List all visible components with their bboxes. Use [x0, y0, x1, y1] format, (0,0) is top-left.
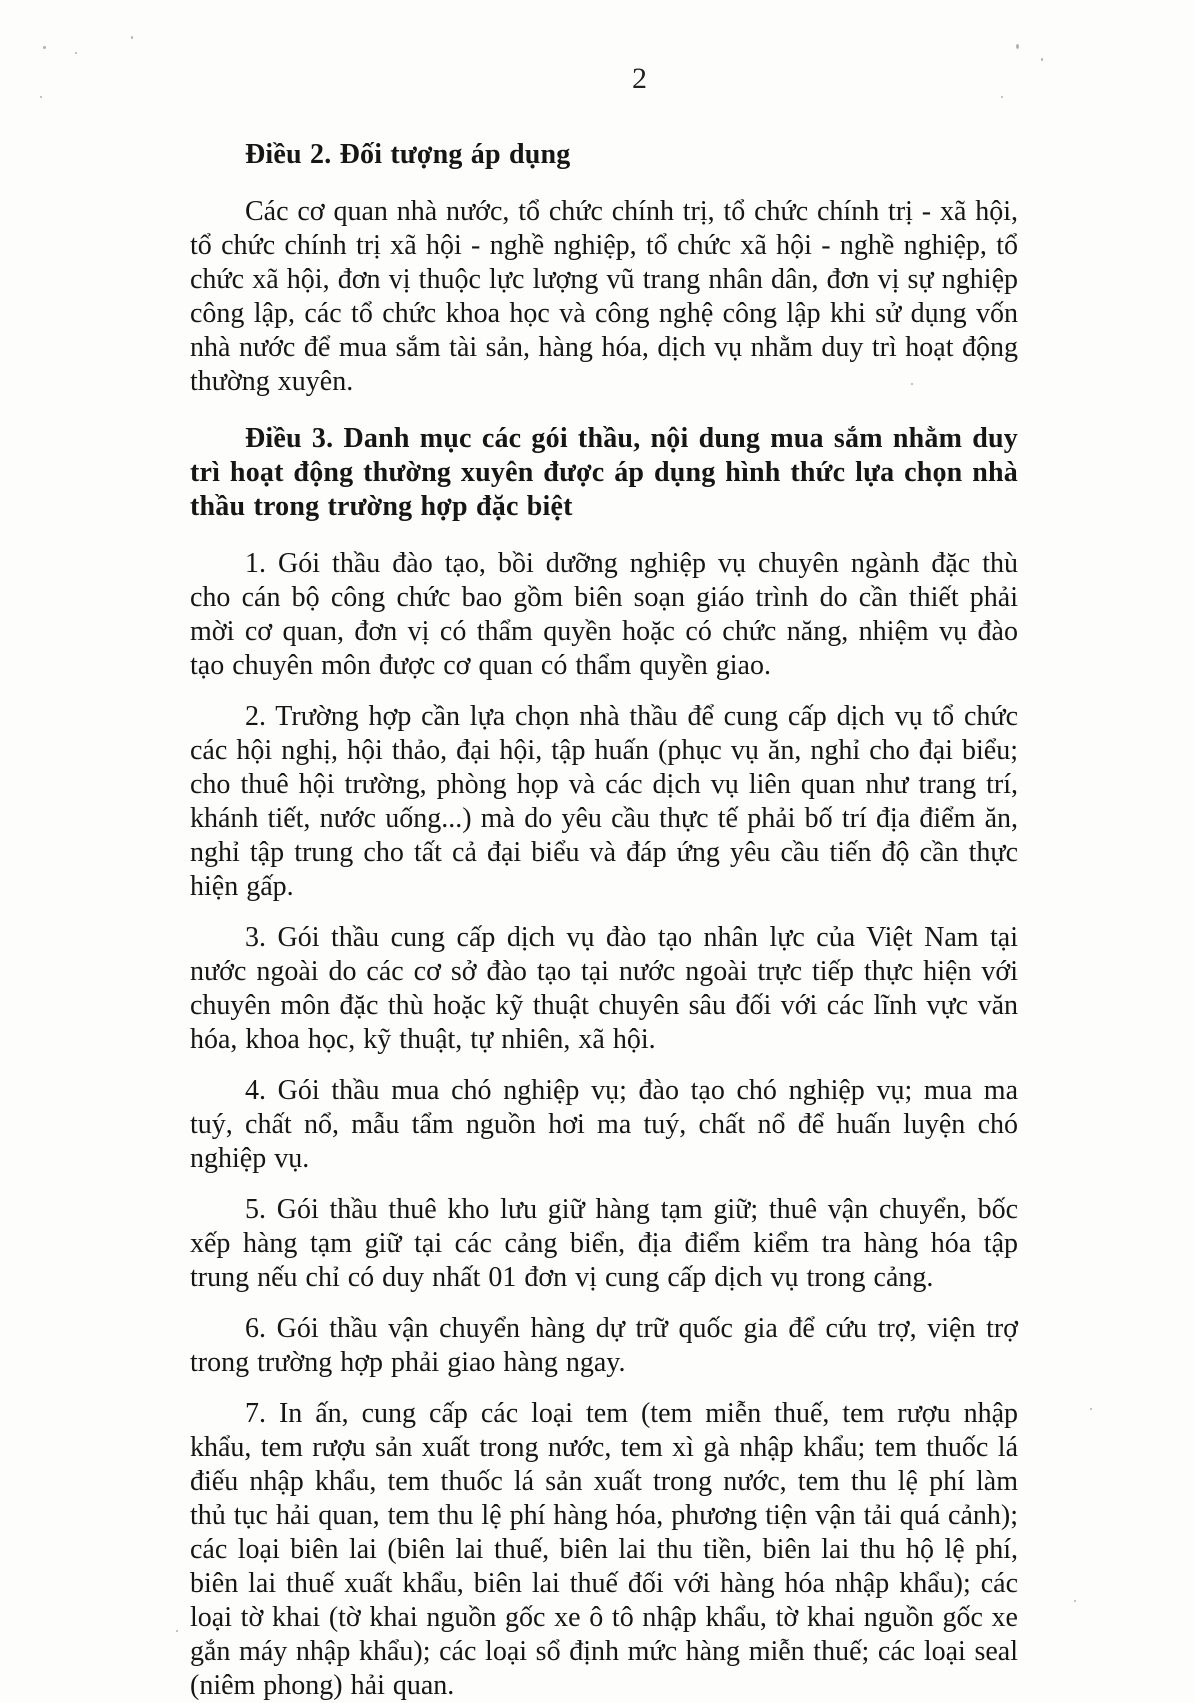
page-number: 2	[632, 62, 648, 95]
scan-speck	[911, 383, 913, 385]
article-3-item-4: 4. Gói thầu mua chó nghiệp vụ; đào tạo chó nghiệp vụ; mua ma tuý, chất nổ, mẫu tẩm nguồn hơi ma tuý, chất nổ để huấn luyện chó nghiệp vụ.	[190, 1075, 1018, 1174]
scan-speck	[131, 36, 133, 39]
scan-speck	[40, 96, 42, 98]
scan-speck	[43, 46, 46, 49]
scan-speck	[1074, 1600, 1076, 1602]
article-3-item-3: 3. Gói thầu cung cấp dịch vụ đào tạo nhân lực của Việt Nam tại nước ngoài do các cơ sở đào tạo tại nước ngoài trực tiếp thực hiện với chuyên môn đặc thù hoặc kỹ thuật chuyên sâu đối với các lĩnh vực văn hóa, khoa học, kỹ thuật, tự nhiên, xã hội.	[190, 922, 1018, 1055]
article-3-item-7: 7. In ấn, cung cấp các loại tem (tem miễn thuế, tem rượu nhập khẩu, tem rượu sản xuất trong nước, tem xì gà nhập khẩu; tem thuốc lá điếu nhập khẩu, tem thuốc lá sản xuất trong nước, tem thu lệ phí làm thủ tục hải quan, tem thu lệ phí hàng hóa, phương tiện vận tải quá cảnh); các loại biên lai (biên lai thuế, biên lai thu tiền, biên lai thu hộ lệ phí, biên lai thuế xuất khẩu, biên lai thuế đối với hàng hóa nhập khẩu); các loại tờ khai (tờ khai nguồn gốc xe ô tô nhập khẩu, tờ khai nguồn gốc xe gắn máy nhập khẩu); các loại sổ định mức hàng miễn thuế; các loại seal (niêm phong) hải quan.	[190, 1398, 1018, 1701]
article-2-paragraph: Các cơ quan nhà nước, tổ chức chính trị, tổ chức chính trị - xã hội, tổ chức chính trị xã hội - nghề nghiệp, tổ chức xã hội - nghề nghiệp, tổ chức xã hội, đơn vị thuộc lực lượng vũ trang nhân dân, đơn vị sự nghiệp công lập, các tổ chức khoa học và công nghệ công lập khi sử dụng vốn nhà nước để mua sắm tài sản, hàng hóa, dịch vụ nhằm duy trì hoạt động thường xuyên.	[190, 196, 1018, 397]
scan-speck	[176, 1630, 178, 1632]
scan-speck	[1041, 58, 1043, 61]
article-3-item-2: 2. Trường hợp cần lựa chọn nhà thầu để cung cấp dịch vụ tổ chức các hội nghị, hội thảo, đại hội, tập huấn (phục vụ ăn, nghỉ cho đại biểu; cho thuê hội trường, phòng họp và các dịch vụ liên quan như trang trí, khánh tiết, nước uống...) mà do yêu cầu thực tế phải bố trí địa điểm ăn, nghỉ tập trung cho tất cả đại biểu và đáp ứng yêu cầu tiến độ cần thực hiện gấp.	[190, 701, 1018, 902]
scan-speck	[1001, 96, 1003, 98]
document-body	[190, 138, 1018, 1703]
scan-speck	[75, 52, 77, 54]
article-3-item-5: 5. Gói thầu thuê kho lưu giữ hàng tạm giữ; thuê vận chuyển, bốc xếp hàng tạm giữ tại các cảng biển, địa điểm kiểm tra hàng hóa tập trung nếu chỉ có duy nhất 01 đơn vị cung cấp dịch vụ trong cảng.	[190, 1194, 1018, 1293]
article-2-heading: Điều 2. Đối tượng áp dụng	[245, 139, 571, 170]
scan-speck	[569, 1549, 571, 1551]
scan-speck	[1090, 1408, 1092, 1410]
article-3-item-6: 6. Gói thầu vận chuyển hàng dự trữ quốc gia để cứu trợ, viện trợ trong trường hợp phải giao hàng ngay.	[190, 1313, 1018, 1378]
scan-speck	[1016, 44, 1019, 49]
article-3-heading: Điều 3. Danh mục các gói thầu, nội dung mua sắm nhằm duy trì hoạt động thường xuyên được áp dụng hình thức lựa chọn nhà thầu trong trường hợp đặc biệt	[190, 423, 1018, 522]
article-3-item-1: 1. Gói thầu đào tạo, bồi dưỡng nghiệp vụ chuyên ngành đặc thù cho cán bộ công chức bao gồm biên soạn giáo trình do cần thiết phải mời cơ quan, đơn vị có thẩm quyền hoặc có chức năng, nhiệm vụ đào tạo chuyên môn được cơ quan có thẩm quyền giao.	[190, 548, 1018, 681]
